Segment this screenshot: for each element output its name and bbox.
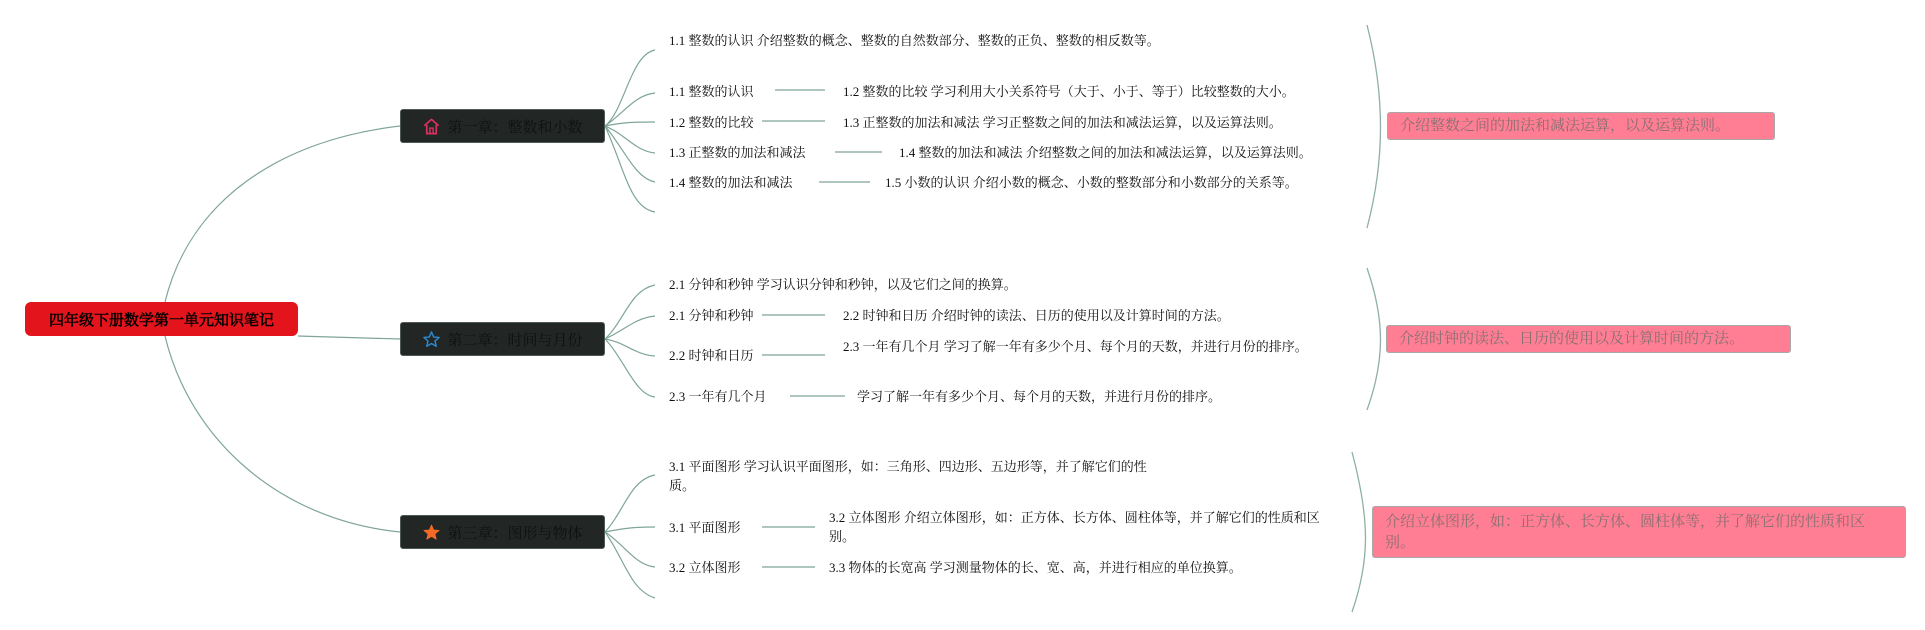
link-ch1-t5 (605, 126, 655, 182)
link-ch3-t3 (605, 532, 655, 567)
chapter-3-node[interactable] (400, 515, 605, 549)
topic-1-2[interactable]: 1.1 整数的认识 (669, 84, 754, 99)
topic-3-3[interactable]: 3.2 立体图形 (669, 560, 741, 575)
chapter-1-label: 第一章：整数和小数 (447, 117, 583, 136)
topic-2-2[interactable]: 2.1 分钟和秒钟 (669, 308, 754, 323)
home-icon (422, 117, 441, 136)
topic-2-2-detail[interactable]: 2.2 时钟和日历 介绍时钟的读法、日历的使用以及计算时间的方法。 (843, 308, 1230, 323)
star-filled-icon (422, 523, 441, 542)
link-ch1-t6 (605, 126, 655, 212)
topic-1-2-detail[interactable]: 1.2 整数的比较 学习利用大小关系符号（大于、小于、等于）比较整数的大小。 (843, 84, 1295, 99)
link-ch1-t2 (605, 93, 655, 126)
topic-1-1[interactable]: 1.1 整数的认识 介绍整数的概念、整数的自然数部分、整数的正负、整数的相反数等。 (669, 33, 1160, 48)
topic-3-3-detail[interactable]: 3.3 物体的长宽高 学习测量物体的长、宽、高，并进行相应的单位换算。 (829, 560, 1242, 575)
topic-1-3[interactable]: 1.2 整数的比较 (669, 115, 754, 130)
link-ch2-t2 (605, 316, 655, 339)
link-ch3-t1 (605, 475, 655, 532)
link-ch1-t4 (605, 126, 655, 153)
link-root-ch2 (298, 336, 400, 339)
topic-2-1[interactable]: 2.1 分钟和秒钟 学习认识分钟和秒钟，以及它们之间的换算。 (669, 277, 1017, 292)
link-ch1-t1 (605, 50, 655, 126)
topic-1-3-detail[interactable]: 1.3 正整数的加法和减法 学习正整数之间的加法和减法运算，以及运算法则。 (843, 115, 1282, 130)
topic-1-5[interactable]: 1.4 整数的加法和减法 (669, 175, 793, 190)
topic-2-4-detail[interactable]: 学习了解一年有多少个月、每个月的天数，并进行月份的排序。 (857, 389, 1222, 404)
root-topic[interactable]: 四年级下册数学第一单元知识笔记 (25, 302, 298, 336)
brace-ch1 (1367, 25, 1381, 228)
brace-ch3 (1352, 452, 1366, 612)
chapter-2-label: 第二章：时间与月份 (447, 330, 583, 349)
topic-1-5-detail[interactable]: 1.5 小数的认识 介绍小数的概念、小数的整数部分和小数部分的关系等。 (885, 175, 1298, 190)
topic-1-4-detail[interactable]: 1.4 整数的加法和减法 介绍整数之间的加法和减法运算，以及运算法则。 (899, 145, 1312, 160)
chapter-1-summary[interactable]: 介绍整数之间的加法和减法运算，以及运算法则。 (1387, 112, 1775, 140)
link-root-ch3 (165, 336, 400, 532)
chapter-1-node[interactable] (400, 109, 605, 143)
chapter-3-label: 第三章：图形与物体 (447, 523, 583, 542)
topic-3-1[interactable]: 3.1 平面图形 学习认识平面图形，如：三角形、四边形、五边形等，并了解它们的性质。 (669, 459, 1147, 493)
topic-2-3-detail[interactable]: 2.3 一年有几个月 学习了解一年有多少个月、每个月的天数，并进行月份的排序。 (843, 339, 1308, 354)
link-ch3-t2 (605, 527, 655, 532)
topic-1-4[interactable]: 1.3 正整数的加法和减法 (669, 145, 806, 160)
link-ch1-t3 (605, 122, 655, 126)
topic-3-2[interactable]: 3.1 平面图形 (669, 520, 741, 535)
star-outline-icon (422, 330, 441, 349)
link-ch2-t1 (605, 285, 655, 339)
link-root-ch1 (165, 126, 400, 302)
brace-ch2 (1367, 268, 1381, 410)
topic-2-3[interactable]: 2.2 时钟和日历 (669, 348, 754, 363)
topic-3-2-detail[interactable]: 3.2 立体图形 介绍立体图形，如：正方体、长方体、圆柱体等，并了解它们的性质和区别。 (829, 510, 1320, 544)
chapter-2-summary[interactable]: 介绍时钟的读法、日历的使用以及计算时间的方法。 (1386, 325, 1791, 353)
topic-2-4[interactable]: 2.3 一年有几个月 (669, 389, 767, 404)
chapter-3-summary[interactable]: 介绍立体图形，如：正方体、长方体、圆柱体等，并了解它们的性质和区别。 (1372, 506, 1906, 558)
chapter-2-node[interactable] (400, 322, 605, 356)
